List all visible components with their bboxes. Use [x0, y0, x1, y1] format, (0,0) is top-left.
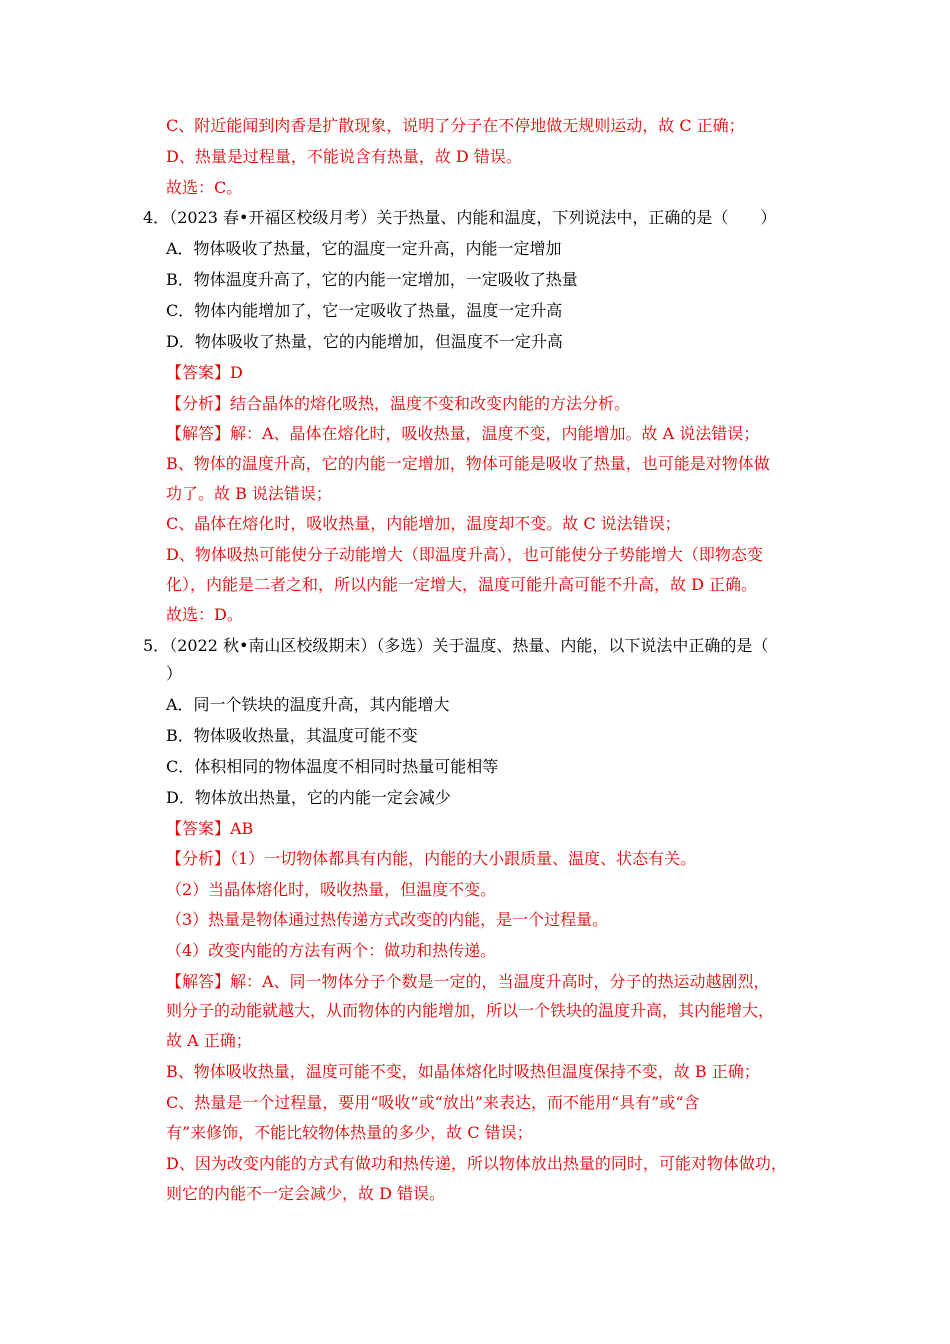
q5-number: 5．	[143, 636, 170, 655]
q5-solution-line: 有”来修饰，不能比较物体热量的多少，故 C 错误；	[166, 1123, 533, 1142]
q5-solution-line: C、热量是一个过程量，要用“吸收”或“放出”来表达，而不能用“具有”或“含	[166, 1093, 700, 1112]
q4-choice: 故选：D。	[166, 605, 243, 624]
q4-solution-line: B、物体的温度升高，它的内能一定增加，物体可能是吸收了热量，也可能是对物体做	[166, 454, 770, 473]
q4-solution-line: 化），内能是二者之和，所以内能一定增大，温度可能升高可能不升高，故 D 正确。	[166, 575, 758, 594]
q4-solution-line: D、物体吸热可能使分子动能增大（即温度升高），也可能使分子势能增大（即物态变	[166, 545, 763, 564]
q4-stem-text: （2023 春•开福区校级月考）关于热量、内能和温度，下列说法中，正确的是（ ）	[169, 208, 777, 227]
q5-analysis-line: 【分析】（1）一切物体都具有内能，内能的大小跟质量、温度、状态有关。	[166, 849, 697, 868]
q5-option-a: A．同一个铁块的温度升高，其内能增大	[166, 695, 450, 714]
q4-solution-line: C、晶体在熔化时，吸收热量，内能增加，温度却不变。故 C 说法错误；	[166, 514, 681, 533]
prev-solution-c: C、附近能闻到肉香是扩散现象，说明了分子在不停地做无规则运动，故 C 正确；	[166, 116, 745, 135]
q5-solution-line: 则分子的动能就越大，从而物体的内能增加，所以一个铁块的温度升高，其内能增大，	[166, 1001, 775, 1020]
q5-solution-line: 则它的内能不一定会减少，故 D 错误。	[166, 1184, 446, 1203]
q4-solution-line: 【解答】解：A、晶体在熔化时，吸收热量，温度不变，内能增加。故 A 说法错误；	[166, 424, 760, 443]
q5-solution-line: D、因为改变内能的方式有做功和热传递，所以物体放出热量的同时，可能对物体做功，	[166, 1154, 787, 1173]
q4-number: 4．	[143, 208, 170, 227]
q5-option-c: C．体积相同的物体温度不相同时热量可能相等	[166, 757, 499, 776]
q4-option-b: B．物体温度升高了，它的内能一定增加，一定吸收了热量	[166, 270, 578, 289]
q4-stem	[143, 207, 776, 229]
q5-option-d: D．物体放出热量，它的内能一定会减少	[166, 788, 451, 807]
q5-analysis-line: （2）当晶体熔化时，吸收热量，但温度不变。	[166, 880, 497, 899]
q5-stem-end: ）	[166, 664, 183, 683]
q5-stem-text: （2022 秋•南山区校级期末）（多选）关于温度、热量、内能，以下说法中正确的是（	[169, 636, 769, 655]
q5-solution-line: 故 A 正确；	[166, 1031, 252, 1050]
q4-analysis: 【分析】结合晶体的熔化吸热，温度不变和改变内能的方法分析。	[166, 394, 631, 413]
q4-option-d: D．物体吸收了热量，它的内能增加，但温度不一定升高	[166, 332, 563, 351]
q4-answer: 【答案】D	[166, 363, 243, 382]
q5-solution-line: B、物体吸收热量，温度可能不变，如晶体熔化时吸热但温度保持不变，故 B 正确；	[166, 1062, 760, 1081]
q4-option-c: C．物体内能增加了，它一定吸收了热量，温度一定升高	[166, 301, 563, 320]
prev-solution-d: D、热量是过程量，不能说含有热量，故 D 错误。	[166, 147, 522, 166]
q5-answer: 【答案】AB	[166, 819, 254, 838]
q4-solution-line: 功了。故 B 说法错误；	[166, 484, 332, 503]
q5-solution-line: 【解答】解：A、同一物体分子个数是一定的，当温度升高时，分子的热运动越剧烈，	[166, 972, 770, 991]
q5-analysis-line: （3）热量是物体通过热传递方式改变的内能，是一个过程量。	[166, 910, 609, 929]
q5-stem	[143, 635, 768, 657]
prev-choice: 故选：C。	[166, 178, 243, 197]
q5-analysis-line: （4）改变内能的方法有两个：做功和热传递。	[166, 941, 497, 960]
q5-option-b: B．物体吸收热量，其温度可能不变	[166, 726, 418, 745]
q4-option-a: A．物体吸收了热量，它的温度一定升高，内能一定增加	[166, 239, 562, 258]
